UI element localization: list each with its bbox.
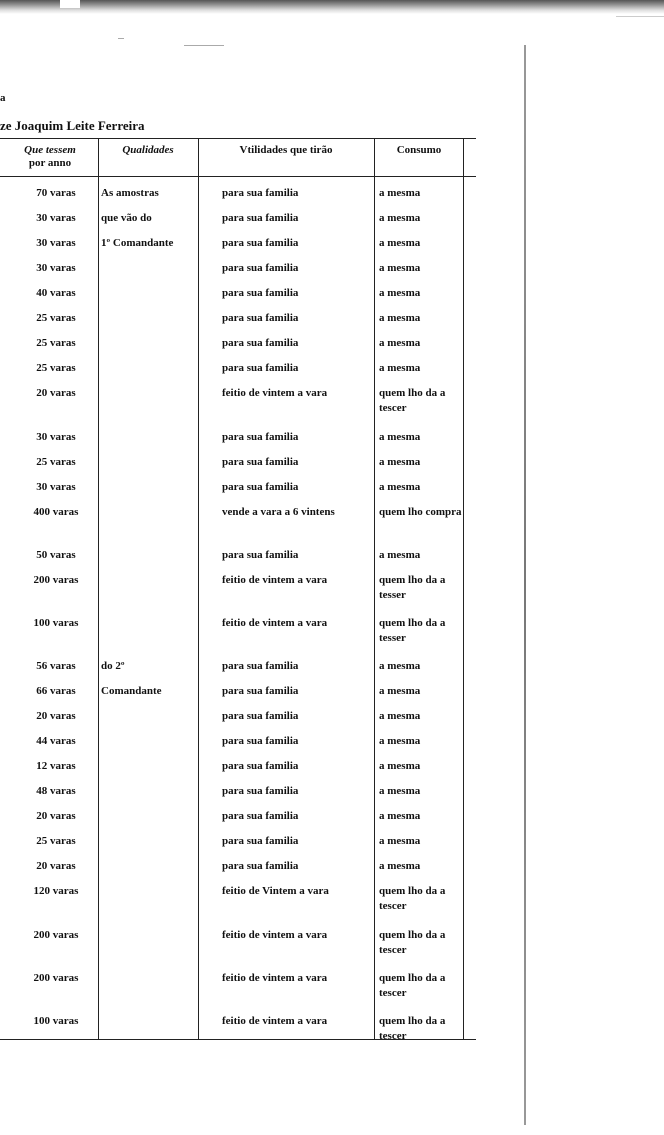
scan-speck xyxy=(616,16,664,17)
page-gutter-line xyxy=(524,45,526,1125)
column-divider xyxy=(98,138,99,1040)
qualities-cell: As amostras xyxy=(101,187,159,199)
utilities-cell: vende a vara a 6 vintens xyxy=(222,506,335,518)
consumption-cell: quem lho da a tescer xyxy=(379,929,446,956)
quantity-cell: 50 varas xyxy=(36,549,76,561)
utilities-cell: para sua familia xyxy=(222,312,299,324)
consumption-cell: quem lho da a tesser xyxy=(379,574,446,601)
fragment-text: a xyxy=(0,92,6,104)
quantity-cell: 12 varas xyxy=(36,760,76,772)
utilities-cell: feitio de vintem a vara xyxy=(222,972,328,984)
table-title: ze Joaquim Leite Ferreira xyxy=(0,118,145,133)
utilities-cell: para sua familia xyxy=(222,337,299,349)
utilities-cell: feitio de vintem a vara xyxy=(222,617,328,629)
utilities-cell: feitio de Vintem a vara xyxy=(222,885,329,897)
quantity-cell: 20 varas xyxy=(36,710,76,722)
quantity-cell: 25 varas xyxy=(36,835,76,847)
consumption-cell: a mesma xyxy=(379,187,421,199)
quantity-cell: 30 varas xyxy=(36,262,76,274)
quantity-cell: 30 varas xyxy=(36,431,76,443)
column-divider xyxy=(374,138,375,1040)
consumption-cell: a mesma xyxy=(379,685,421,697)
consumption-cell: a mesma xyxy=(379,860,421,872)
utilities-cell: para sua familia xyxy=(222,212,299,224)
consumption-cell: a mesma xyxy=(379,810,421,822)
quantity-cell: 44 varas xyxy=(36,735,76,747)
qualities-cell: Comandante xyxy=(101,685,162,697)
utilities-cell: para sua familia xyxy=(222,262,299,274)
utilities-cell: para sua familia xyxy=(222,810,299,822)
quantity-cell: 30 varas xyxy=(36,481,76,493)
consumption-cell: a mesma xyxy=(379,237,421,249)
scan-top-gap xyxy=(60,0,80,8)
consumption-cell: a mesma xyxy=(379,456,421,468)
utilities-cell: para sua familia xyxy=(222,660,299,672)
utilities-cell: para sua familia xyxy=(222,760,299,772)
utilities-cell: feitio de vintem a vara xyxy=(222,574,328,586)
quantity-cell: 200 varas xyxy=(33,574,79,586)
consumption-cell: a mesma xyxy=(379,481,421,493)
quantity-cell: 200 varas xyxy=(33,972,79,984)
consumption-cell: a mesma xyxy=(379,835,421,847)
utilities-cell: para sua familia xyxy=(222,362,299,374)
column-divider xyxy=(198,138,199,1040)
consumption-cell: a mesma xyxy=(379,735,421,747)
header-consumption: Consumo xyxy=(396,144,442,156)
quantity-cell: 40 varas xyxy=(36,287,76,299)
utilities-cell: para sua familia xyxy=(222,685,299,697)
header-quantity xyxy=(4,144,96,170)
header-quantity-line1: Que tessem xyxy=(24,144,76,156)
consumption-cell: quem lho compra xyxy=(379,506,462,518)
header-qualities: Qualidades xyxy=(122,144,174,156)
quantity-cell: 25 varas xyxy=(36,456,76,468)
quantity-cell: 100 varas xyxy=(33,1015,79,1027)
consumption-cell: a mesma xyxy=(379,549,421,561)
quantity-cell: 66 varas xyxy=(36,685,76,697)
utilities-cell: para sua familia xyxy=(222,860,299,872)
consumption-cell: a mesma xyxy=(379,262,421,274)
consumption-cell: a mesma xyxy=(379,337,421,349)
ledger-table xyxy=(0,138,476,1040)
utilities-cell: para sua familia xyxy=(222,735,299,747)
consumption-cell: a mesma xyxy=(379,362,421,374)
consumption-cell: quem lho da a tesser xyxy=(379,617,446,644)
quantity-cell: 25 varas xyxy=(36,362,76,374)
header-quantity-line2: por anno xyxy=(28,157,72,169)
quantity-cell: 70 varas xyxy=(36,187,76,199)
utilities-cell: para sua familia xyxy=(222,187,299,199)
scan-speck xyxy=(118,38,124,39)
qualities-cell: que vão do xyxy=(101,212,152,224)
utilities-cell: para sua familia xyxy=(222,456,299,468)
quantity-cell: 20 varas xyxy=(36,810,76,822)
consumption-cell: quem lho da a tescer xyxy=(379,885,446,912)
qualities-cell: 1º Comandante xyxy=(101,237,174,249)
quantity-cell: 200 varas xyxy=(33,929,79,941)
consumption-cell: quem lho da a tescer xyxy=(379,972,446,999)
utilities-cell: para sua familia xyxy=(222,431,299,443)
consumption-cell: quem lho da a tescer xyxy=(379,1015,446,1042)
utilities-cell: para sua familia xyxy=(222,237,299,249)
consumption-cell: a mesma xyxy=(379,312,421,324)
quantity-cell: 20 varas xyxy=(36,860,76,872)
quantity-cell: 100 varas xyxy=(33,617,79,629)
consumption-cell: a mesma xyxy=(379,710,421,722)
header-bottom-border xyxy=(0,176,476,177)
utilities-cell: para sua familia xyxy=(222,710,299,722)
scan-top-shadow xyxy=(0,0,664,14)
quantity-cell: 56 varas xyxy=(36,660,76,672)
utilities-cell: para sua familia xyxy=(222,549,299,561)
utilities-cell: feitio de vintem a vara xyxy=(222,387,328,399)
quantity-cell: 30 varas xyxy=(36,237,76,249)
consumption-cell: a mesma xyxy=(379,760,421,772)
consumption-cell: a mesma xyxy=(379,431,421,443)
consumption-cell: a mesma xyxy=(379,287,421,299)
quantity-cell: 48 varas xyxy=(36,785,76,797)
utilities-cell: para sua familia xyxy=(222,287,299,299)
quantity-cell: 120 varas xyxy=(33,885,79,897)
utilities-cell: para sua familia xyxy=(222,835,299,847)
quantity-cell: 25 varas xyxy=(36,337,76,349)
consumption-cell: a mesma xyxy=(379,212,421,224)
table-top-border xyxy=(0,138,476,139)
consumption-cell: a mesma xyxy=(379,660,421,672)
header-utilities: Vtilidades que tirão xyxy=(239,144,333,156)
utilities-cell: feitio de vintem a vara xyxy=(222,929,328,941)
quantity-cell: 30 varas xyxy=(36,212,76,224)
quantity-cell: 400 varas xyxy=(33,506,79,518)
utilities-cell: para sua familia xyxy=(222,785,299,797)
scan-speck xyxy=(184,45,224,46)
utilities-cell: feitio de vintem a vara xyxy=(222,1015,328,1027)
quantity-cell: 25 varas xyxy=(36,312,76,324)
quantity-cell: 20 varas xyxy=(36,387,76,399)
qualities-cell: do 2º xyxy=(101,660,125,672)
consumption-cell: quem lho da a tescer xyxy=(379,387,446,414)
utilities-cell: para sua familia xyxy=(222,481,299,493)
consumption-cell: a mesma xyxy=(379,785,421,797)
